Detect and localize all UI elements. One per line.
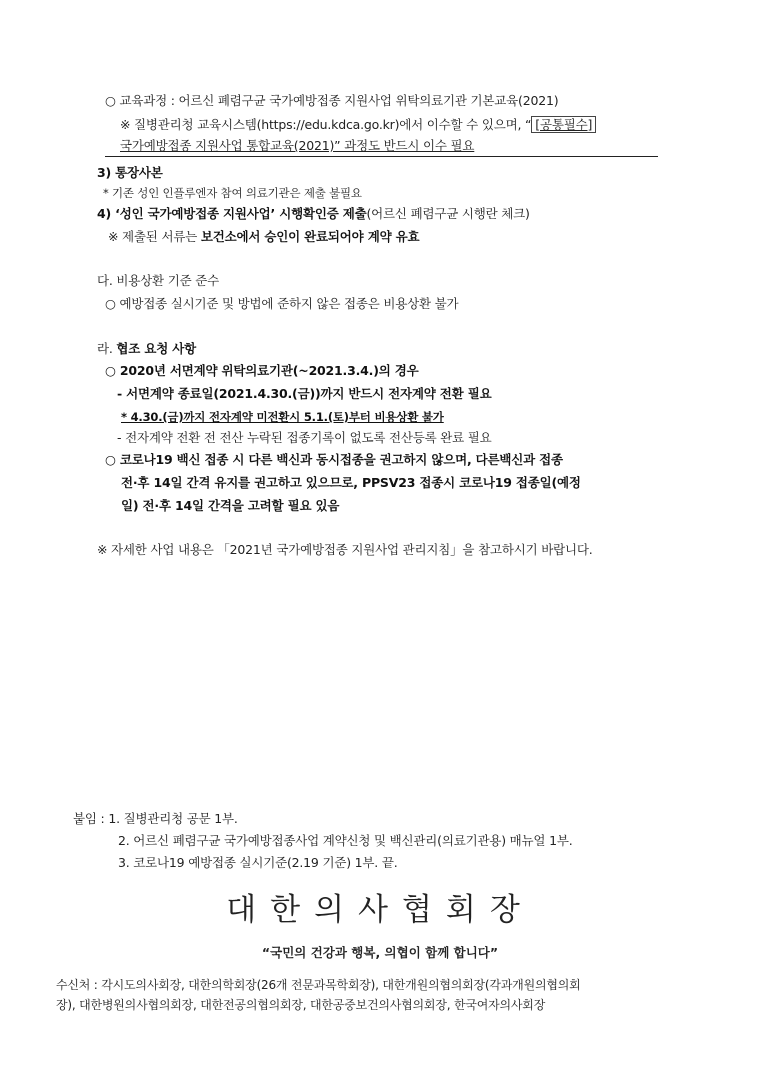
section-ra-heading: 라. 협조 요청 사항 [97, 341, 196, 356]
ra-item-2-line-1: ○ 코로나19 백신 접종 시 다른 백신과 동시접종을 권고하지 않으며, 다른백신과 접종 [105, 452, 563, 467]
motto: “국민의 건강과 행복, 의협이 함께 합니다” [261, 945, 499, 960]
item-3-heading: 3) 통장사본 [97, 165, 163, 180]
item-4-note: ※ 제출된 서류는 보건소에서 승인이 완료되어야 계약 유효 [108, 229, 420, 244]
recipients-line-2: 장), 대한병원의사협의회장, 대한전공의협의회장, 대한공중보건의사협의회장, 한국여자의사회장 [56, 998, 546, 1012]
recipients-line-1: 수신처 : 각시도의사회장, 대한의학회장(26개 전문과목학회장), 대한개원의협의회장(각과개원의협의회 [56, 978, 581, 992]
ra-item-2-line-3: 일) 전·후 14일 간격을 고려할 필요 있음 [121, 498, 340, 513]
ra-item-2-line-2: 전·후 14일 간격 유지를 권고하고 있으므로, PPSV23 접종시 코로나19 접종일(예정 [121, 475, 581, 490]
underline-rule [105, 156, 658, 157]
ra-item-1-sub-1: - 서면계약 종료일(2021.4.30.(금))까지 반드시 전자계약 전환 필요 [117, 386, 492, 401]
item-3-note: * 기존 성인 인플루엔자 참여 의료기관은 제출 불필요 [103, 186, 362, 200]
ra-item-1: ○ 2020년 서면계약 위탁의료기관(~2021.3.4.)의 경우 [105, 363, 419, 378]
item-4-heading: 4) ‘성인 국가예방접종 지원사업’ 시행확인증 제출(어르신 폐렴구균 시행란 체크) [97, 206, 530, 221]
common-required-mark: [공통필수] [531, 116, 596, 133]
attachment-2: 2. 어르신 폐렴구균 국가예방접종사업 계약신청 및 백신관리(의료기관용) 매뉴얼 1부. [118, 833, 573, 848]
note-edu-system: ※ 질병관리청 교육시스템(https://edu.kdca.go.kr)에서 이수할 수 있으며, “ [공통필수] [120, 116, 596, 134]
section-da-heading: 다. 비용상환 기준 준수 [97, 273, 219, 288]
course-line: ○ 교육과정 : 어르신 폐렴구균 국가예방접종 지원사업 위탁의료기관 기본교육(2021) [105, 93, 559, 108]
attachment-3: 3. 코로나19 예방접종 실시기준(2.19 기준) 1부. 끝. [118, 855, 398, 870]
ra-item-1-warning: * 4.30.(금)까지 전자계약 미전환시 5.1.(토)부터 비용상환 불가 [121, 410, 444, 424]
note-edu-course: 국가예방접종 지원사업 통합교육(2021)” 과정도 반드시 이수 필요 [120, 138, 475, 153]
issuer-title: 대한의사협회장 [226, 892, 534, 928]
attachment-1: 붙임 : 1. 질병관리청 공문 1부. [73, 811, 238, 826]
ra-item-1-sub-2: - 전자계약 전환 전 전산 누락된 접종기록이 없도록 전산등록 완료 필요 [117, 430, 492, 445]
section-da-item: ○ 예방접종 실시기준 및 방법에 준하지 않은 접종은 비용상환 불가 [105, 296, 459, 311]
reference-note: ※ 자세한 사업 내용은 「2021년 국가예방접종 지원사업 관리지침」을 참고하시기 바랍니다. [97, 542, 593, 557]
